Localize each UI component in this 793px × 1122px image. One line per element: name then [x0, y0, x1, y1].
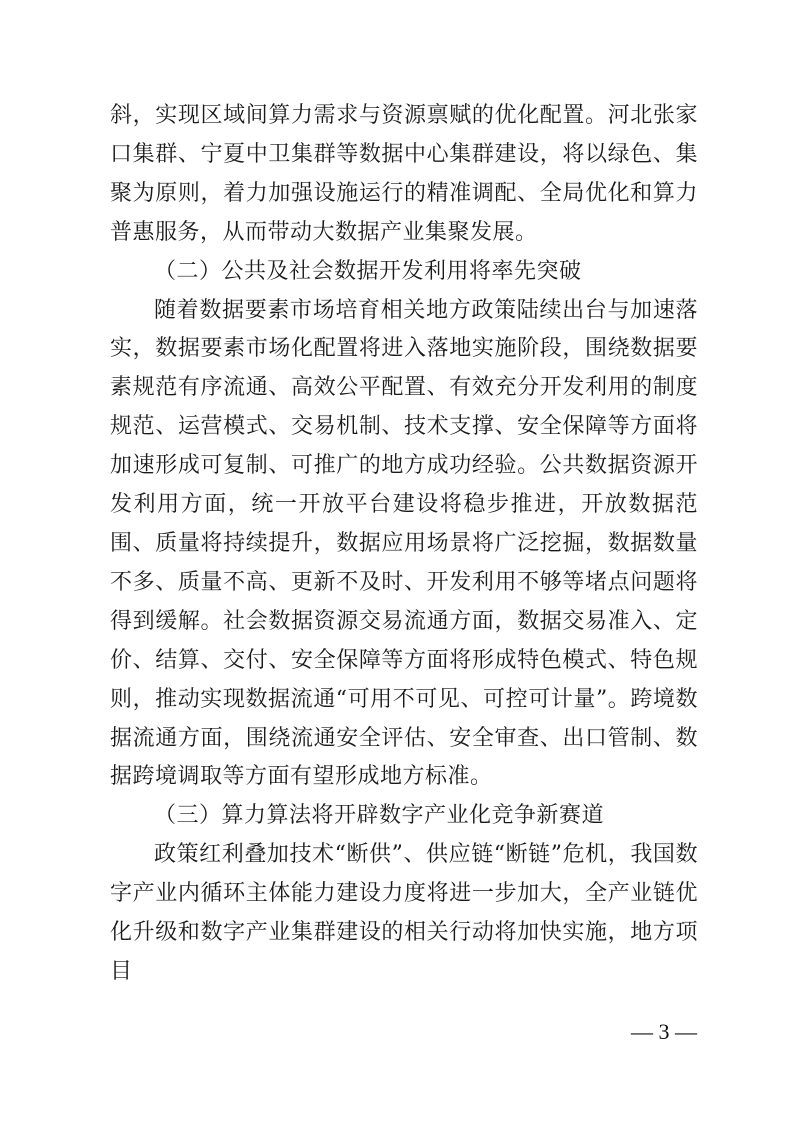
section-heading-3: （三）算力算法将开辟数字产业化竞争新赛道 [154, 803, 605, 829]
section-heading-2: （二）公共及社会数据开发利用将率先突破 [154, 258, 582, 284]
paragraph-continuation: 斜，实现区域间算力需求与资源禀赋的优化配置。河北张家口集群、宁夏中卫集群等数据中心集群建设，将以绿色、集聚为原则，着力加强设施运行的精准调配、全局优化和算力普惠服务，从而带动大数据产业集聚发展。 [110, 103, 698, 245]
document-body [110, 97, 698, 992]
paragraph-digital-industry: 政策红利叠加技术“断供”、供应链“断链”危机，我国数字产业内循环主体能力建设力度将进一步加大，全产业链优化升级和数字产业集群建设的相关行动将加快实施，地方项目 [110, 842, 698, 984]
paragraph-public-data: 随着数据要素市场培育相关地方政策陆续出台与加速落实，数据要素市场化配置将进入落地实施阶段，围绕数据要素规范有序流通、高效公平配置、有效充分开发利用的制度规范、运营模式、交易机制、技术支撑、安全保障等方面将加速形成可复制、可推广的地方成功经验。公共数据资源开发利用方面，统一开放平台建设将稳步推进，开放数据范围、质量将持续提升，数据应用场景将广泛挖掘，数据数量不多、质量不高、更新不及时、开发利用不够等堵点问题将得到缓解。社会数据资源交易流通方面，数据交易准入、定价、结算、交付、安全保障等方面将形成特色模式、特色规则，推动实现数据流通“可用不可见、可控可计量”。跨境数据流通方面，围绕流通安全评估、安全审查、出口管制、数据跨境调取等方面有望形成地方标准。 [110, 297, 698, 790]
page-number: — 3 — [631, 1019, 697, 1044]
